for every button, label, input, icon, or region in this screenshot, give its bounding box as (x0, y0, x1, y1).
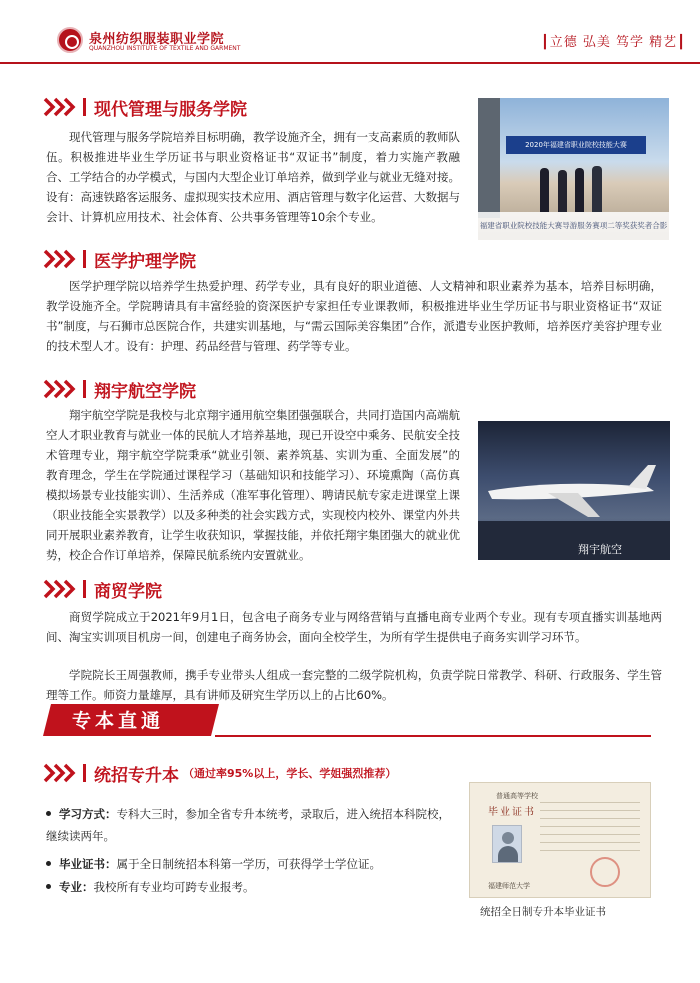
section-title: 翔宇航空学院 (94, 381, 196, 402)
heading-bar (83, 580, 86, 598)
heading-bar (83, 764, 86, 782)
section-heading-aviation (43, 376, 196, 402)
list-item: 毕业证书：属于全日制统招本科第一学历，可获得学士学位证。 (46, 853, 456, 875)
student-photo-icon (492, 825, 522, 863)
section-title: 现代管理与服务学院 (94, 99, 247, 120)
section-note: （通过率95%以上，学长、学姐强烈推荐） (183, 767, 397, 780)
chevrons-icon (43, 579, 79, 599)
section-heading-medical (43, 246, 196, 272)
page-header (0, 0, 700, 62)
commerce-body-1: 商贸学院成立于2021年9月1日，包含电子商务专业与网络营销与直播电商专业两个专业。现有专项直播实训基地两间、淘宝实训项目机房一间，创建电子商务协会，面向全校学生，为所有学生提供电子商务实训学习环节。 (46, 610, 662, 644)
photo-building (478, 98, 500, 218)
photo-banner-text: 2020年福建省职业院校技能大赛 (506, 136, 646, 154)
seal-icon (590, 857, 620, 887)
photo-person (592, 166, 602, 212)
school-logo-icon (57, 27, 83, 53)
school-name-en: QUANZHOU INSTITUTE OF TEXTILE AND GARMENT (89, 45, 241, 52)
heading-bar (83, 380, 86, 398)
section-title: 统招专升本 (94, 765, 179, 786)
airplane-icon (478, 421, 670, 560)
chevrons-icon (43, 249, 79, 269)
certificate-caption: 统招全日制专升本毕业证书 (480, 906, 606, 918)
photo-caption: 福建省职业院校技能大赛导游服务赛项二等奖获奖者合影 (478, 212, 669, 240)
banner-title: 专本直通 (72, 710, 165, 732)
certificate-school: 普通高等学校 (496, 792, 538, 800)
school-name: 泉州纺织服装职业学院 (89, 32, 225, 47)
medical-body: 医学护理学院以培养学生热爱护理、药学专业，具有良好的职业道德、人文精神和职业素养为基本，培养目标明确，教学设施齐全。学院聘请具有丰富经验的资深医护专家担任专业课教师，积极推进毕业生学历证书与职业资格证书“双证书”制度，与石狮市总医院合作，共建实训基地，与“需云国际美容集团”合作，派遣专业医护教师，培养医疗美容护理专业的技术型人才。设有：护理、药品经营与管理、药学等专业。 (46, 279, 662, 353)
chevrons-icon (43, 379, 79, 399)
aviation-body: 翔宇航空学院是我校与北京翔宇通用航空集团强强联合，共同打造国内高端航空人才职业教育与就业一体的民航人才培养基地，现已开设空中乘务、民航安全技术管理专业，翔宇航空学院秉承“就业引领、素养筑基、实训为重、全面发展”的教育理念，学生在学院通过课程学习（基础知识和技能学习）、环境熏陶（高仿真模拟场景专业技能实训）、生活养成（准军事化管理）、聘请民航专家走进课堂上课（职业技能全实景教学）以及多种类的社会实践方式，实现校内校外、课堂内外共同开展职业素养教育，让学生收获知识，掌握技能，并依托翔宇集团强大的就业优势，校企合作订单培养，保障民航系统内安置就业。 (46, 408, 460, 562)
school-motto: ┃立德 弘美 笃学 精艺┃ (540, 35, 686, 50)
aviation-photo-caption: 翔宇航空 (578, 543, 622, 556)
certificate-footer: 福建师范大学 (488, 882, 530, 890)
photo-person (575, 168, 584, 212)
heading-bar (83, 98, 86, 116)
section-title: 医学护理学院 (94, 251, 196, 272)
banner-underline (215, 735, 651, 737)
chevrons-icon (43, 97, 79, 117)
photo-person (540, 168, 549, 212)
list-item: 专业：我校所有专业均可跨专业报考。 (46, 876, 456, 898)
section-heading-upgrade (43, 760, 396, 786)
certificate-text-lines (540, 795, 640, 855)
bullet-icon (46, 884, 51, 889)
section-title: 商贸学院 (94, 581, 162, 602)
header-divider (0, 62, 700, 64)
certificate-photo (469, 782, 651, 898)
chevrons-icon (43, 763, 79, 783)
section-heading-commerce (43, 576, 162, 602)
management-body: 现代管理与服务学院培养目标明确，教学设施齐全，拥有一支高素质的教师队伍。积极推进毕业生学历证书与职业资格证书“双证书”制度，着力实施产教融合、工学结合的办学模式，与国内大型企业订单培养，做到学业与就业无缝对接。设有：高速铁路客运服务、虚拟现实技术应用、酒店管理与数字化运营、大数据与会计、计算机应用技术、社会体育、公共事务管理等10余个专业。 (46, 130, 460, 224)
bullet-icon (46, 861, 51, 866)
certificate-title: 毕业证书 (488, 807, 536, 818)
management-photo (478, 98, 669, 240)
list-item: 学习方式：专科大三时，参加全省专升本统考，录取后，进入统招本科院校，继续读两年。 (46, 807, 450, 843)
photo-person (558, 170, 567, 212)
heading-bar (83, 250, 86, 268)
commerce-body-2: 学院院长王周强教师，携手专业带头人组成一套完整的二级学院机构，负责学院日常教学、科研、行政服务、学生管理等工作。师资力量雄厚，具有讲师及研究生学历以上的占比60%。 (46, 668, 662, 702)
bullet-icon (46, 811, 51, 816)
section-heading-management (43, 94, 247, 120)
aviation-photo (478, 421, 670, 560)
